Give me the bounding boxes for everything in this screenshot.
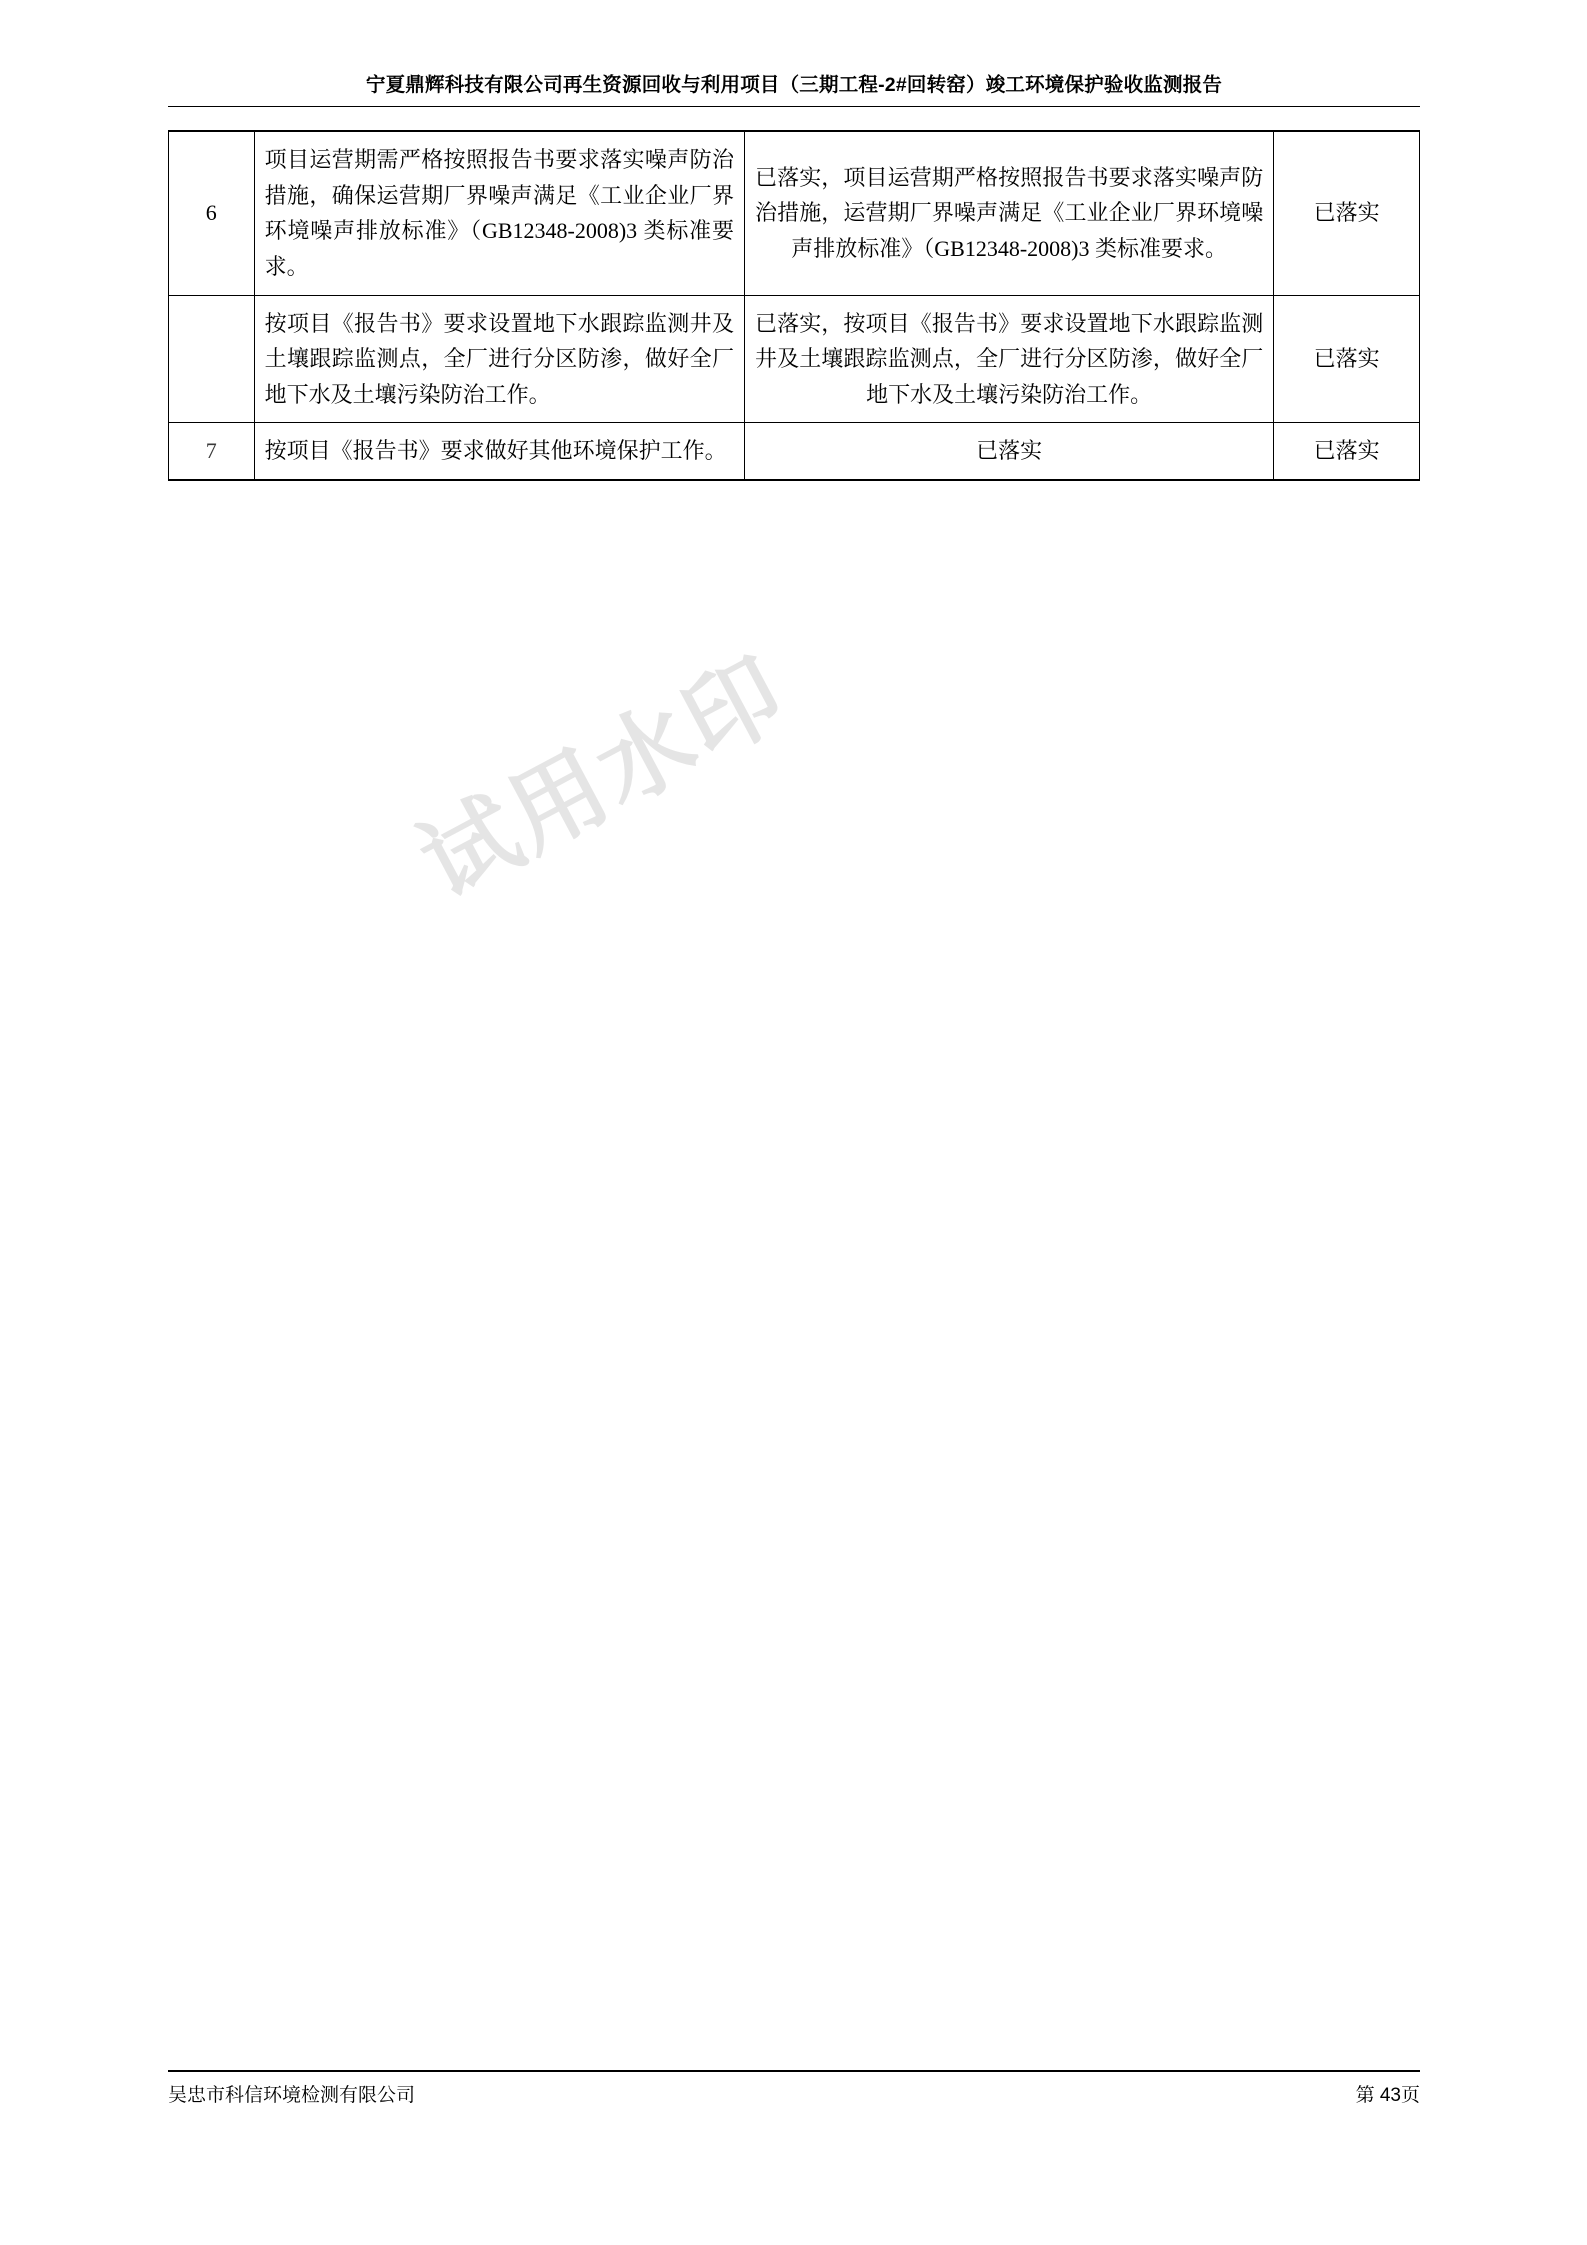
table-row bbox=[169, 295, 1420, 423]
row-status: 已落实 bbox=[1274, 423, 1420, 480]
page-header bbox=[168, 72, 1420, 107]
row-implementation: 已落实 bbox=[745, 423, 1274, 480]
footer-divider bbox=[168, 2070, 1420, 2072]
row-status: 已落实 bbox=[1274, 131, 1420, 295]
header-title: 宁夏鼎辉科技有限公司再生资源回收与利用项目（三期工程-2#回转窑）竣工环境保护验收监测报告 bbox=[365, 74, 1223, 96]
row-status: 已落实 bbox=[1274, 295, 1420, 423]
table-row bbox=[169, 131, 1420, 295]
row-index: 6 bbox=[169, 131, 255, 295]
row-implementation: 已落实，按项目《报告书》要求设置地下水跟踪监测井及土壤跟踪监测点，全厂进行分区防渗，做好全厂地下水及土壤污染防治工作。 bbox=[745, 295, 1274, 423]
row-requirement: 按项目《报告书》要求设置地下水跟踪监测井及土壤跟踪监测点，全厂进行分区防渗，做好全厂地下水及土壤污染防治工作。 bbox=[254, 295, 744, 423]
footer-company: 吴忠市科信环境检测有限公司 bbox=[168, 2085, 416, 2106]
row-requirement: 项目运营期需严格按照报告书要求落实噪声防治措施，确保运营期厂界噪声满足《工业企业厂界环境噪声排放标准》（GB12348-2008)3 类标准要求。 bbox=[254, 131, 744, 295]
requirements-table-container bbox=[168, 130, 1420, 481]
row-index: 7 bbox=[169, 423, 255, 480]
row-index bbox=[169, 295, 255, 423]
footer-page-number: 第 43页 bbox=[1355, 2085, 1420, 2106]
table-row bbox=[169, 423, 1420, 480]
requirements-table bbox=[168, 130, 1420, 481]
header-divider bbox=[168, 106, 1420, 107]
row-requirement: 按项目《报告书》要求做好其他环境保护工作。 bbox=[254, 423, 744, 480]
row-implementation: 已落实，项目运营期严格按照报告书要求落实噪声防治措施，运营期厂界噪声满足《工业企业厂界环境噪声排放标准》（GB12348-2008)3 类标准要求。 bbox=[745, 131, 1274, 295]
page-footer bbox=[168, 2070, 1420, 2107]
watermark-text: 试用水印 bbox=[404, 638, 804, 918]
